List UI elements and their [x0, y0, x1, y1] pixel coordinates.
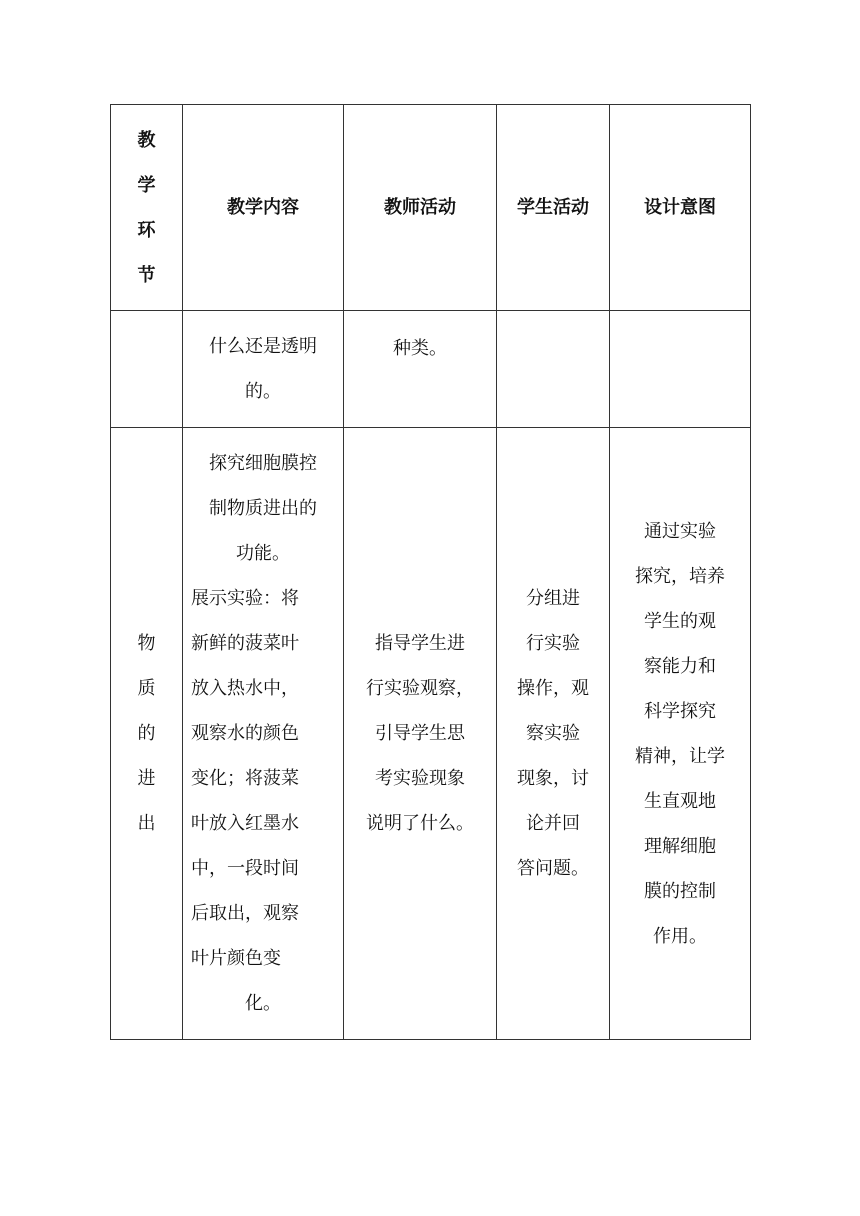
cell-stage — [111, 311, 183, 428]
cell-teacher: 种类。 — [344, 311, 497, 428]
cell-student — [497, 311, 610, 428]
header-intent: 设计意图 — [610, 105, 751, 311]
header-teacher: 教师活动 — [344, 105, 497, 311]
cell-intent: 通过实验 探究，培养 学生的观 察能力和 科学探究 精神，让学 生直观地 理解细胞 膜的控制 作用。 — [610, 428, 751, 1040]
cell-intent — [610, 311, 751, 428]
header-content: 教学内容 — [183, 105, 344, 311]
cell-content: 探究细胞膜控 制物质进出的 功能。 展示实验：将 新鲜的菠菜叶 放入热水中， 观察水的颜色 变化；将菠菜 叶放入红墨水 中，一段时间 后取出，观察 叶片颜色变 化。 — [183, 428, 344, 1040]
cell-teacher: 指导学生进 行实验观察， 引导学生思 考实验现象 说明了什么。 — [344, 428, 497, 1040]
table-header-row — [111, 105, 751, 311]
cell-content: 什么还是透明 的。 — [183, 311, 344, 428]
header-student: 学生活动 — [497, 105, 610, 311]
table-row — [111, 428, 751, 1040]
table-row — [111, 311, 751, 428]
cell-stage: 物质的进出 — [111, 428, 183, 1040]
cell-student: 分组进 行实验 操作，观 察实验 现象，讨 论并回 答问题。 — [497, 428, 610, 1040]
lesson-plan-table — [110, 104, 751, 1040]
header-stage: 教学环节 — [111, 105, 183, 311]
